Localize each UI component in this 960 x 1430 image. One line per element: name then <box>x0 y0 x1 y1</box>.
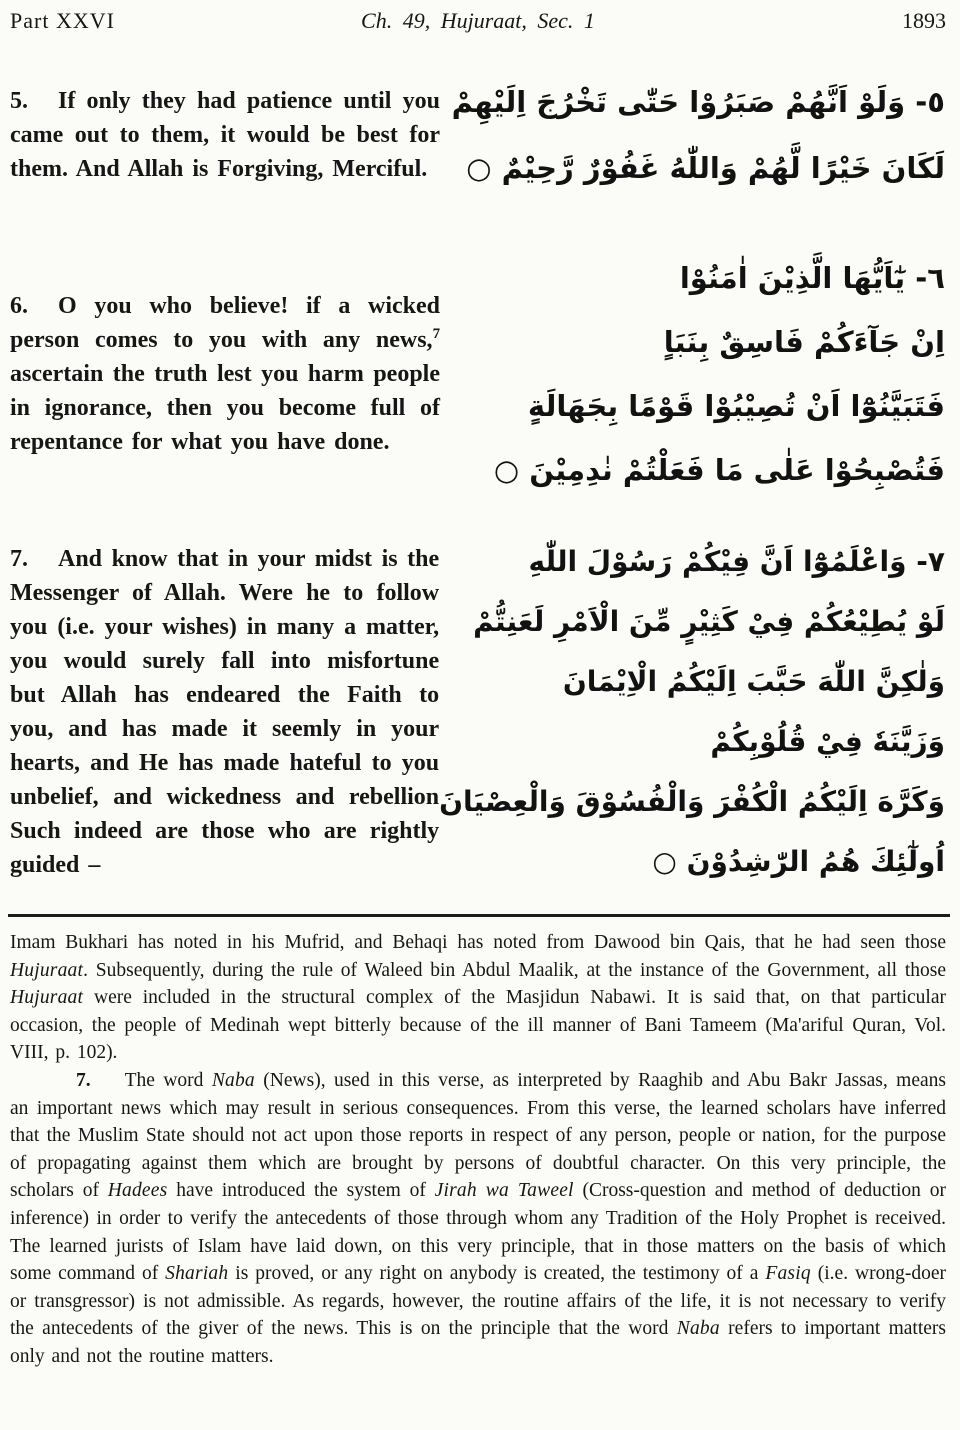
arabic-line: ٦- يٰٓاَيُّهَا الَّذِيْنَ اٰمَنُوْا <box>679 261 945 295</box>
arabic-line: فَتَبَيَّنُوْٓا اَنْ تُصِيْبُوْا قَوْمًا بِجَهَالَةٍ <box>527 389 945 423</box>
arabic-line: وَلٰكِنَّ اللّٰهَ حَبَّبَ اِلَيْكُمُ الْاِيْمَانَ <box>562 665 945 698</box>
footnote-text: Imam Bukhari has noted in his Mufrid, and Behaqi has noted from Dawood bin Qais, that he had seen those Hujuraat. Subsequently, during the rule of Waleed bin Abdul Maalik, at the instance of the Government, all those Hujuraat were included in the structural complex of the Masjidun Nabawi. It is said that, on that particular occasion, the people of Medinah wept bitterly because of the ill manner of Bani Tameem (Ma'ariful Quran, Vol. VIII, p. 102). <box>10 932 946 1064</box>
english-verse-6 <box>10 289 440 459</box>
footnotes-section <box>0 917 960 1371</box>
part-label: Part XXVI <box>10 8 115 33</box>
footnote-continuation <box>10 929 946 1067</box>
arabic-line: فَتُصْبِحُوْا عَلٰى مَا فَعَلْتُمْ نٰدِمِيْنَ ○ <box>493 453 945 487</box>
arabic-line: لَكَانَ خَيْرًا لَّهُمْ وَاللّٰهُ غَفُوْرٌ رَّحِيْمٌ ○ <box>466 151 945 185</box>
arabic-line: اِنْ جَآءَكُمْ فَاسِقٌ بِنَبَاٍ <box>663 325 945 359</box>
page-number: 1893 <box>902 8 946 33</box>
verse-section <box>0 60 960 906</box>
arabic-line: وَزَيَّنَهٗ فِيْ قُلُوْبِكُمْ <box>710 725 945 758</box>
english-verse-text: If only they had patience until you came out to them, it would be best for them. And Allah is Forgiving, Merciful. <box>10 88 440 182</box>
verse-number: 5. <box>10 88 28 114</box>
page-header <box>0 0 960 34</box>
verse-block-5 <box>10 60 945 210</box>
arabic-line: ٧- وَاعْلَمُوْٓا اَنَّ فِيْكُمْ رَسُوْلَ اللّٰهِ <box>528 545 945 578</box>
english-verse-7 <box>10 542 439 882</box>
arabic-line: ٥- وَلَوْ اَنَّهُمْ صَبَرُوْا حَتّٰى تَخْرُجَ اِلَيْهِمْ <box>451 85 945 119</box>
arabic-line: اُولٰٓئِكَ هُمُ الرّٰشِدُوْنَ ○ <box>652 845 945 878</box>
footnote-number: 7. <box>76 1069 91 1091</box>
arabic-verse-7 <box>439 532 945 892</box>
verse-block-7 <box>10 518 945 906</box>
footnote-text: The word Naba (News), used in this verse, as interpreted by Raaghib and Abu Bakr Jassas, means an important news which may result in serious consequences. From this verse, the learned scholars have inferred that the Muslim State should not act upon those reports in respect of any person, people or nation, for the purpose of propagating against them which are brought by persons of doubtful character. On this very principle, the scholars of Hadees have introduced the system of Jirah wa Taweel (Cross-question and method of deduction or inference) in order to verify the antecedents of those through whom any Tradition of the Holy Prophet is received. The learned jurists of Islam have laid down, on this very principle, that in those matters on the basis of which some command of Shariah is proved, or any right on anybody is created, the testimony of a Fasiq (i.e. wrong-doer or transgressor) is not admissible. As regards, however, the routine affairs of the life, it is not necessary to verify the antecedents of the giver of the news. This is on the principle that the word Naba refers to important matters only and not the routine matters. <box>10 1069 947 1367</box>
chapter-title: Ch. 49, Hujuraat, Sec. 1 <box>361 8 595 33</box>
verse-number: 6. <box>10 293 28 319</box>
arabic-line: لَوْ يُطِيْعُكُمْ فِيْ كَثِيْرٍ مِّنَ الْاَمْرِ لَعَنِتُّمْ <box>473 605 945 638</box>
arabic-verse-5 <box>452 69 945 201</box>
english-verse-text: And know that in your midst is the Messenger of Allah. Were he to follow you (i.e. your wishes) in many a matter, you would surely fall into misfortune but Allah has endeared the Faith to you, and has made it seemly in your hearts, and He has made hateful to you unbelief, and wickedness and rebellion Such indeed are those who are rightly guided – <box>10 546 440 878</box>
english-verse-5 <box>10 84 440 186</box>
arabic-verse-6 <box>494 246 945 502</box>
verse-block-6 <box>10 246 945 502</box>
arabic-line: وَكَرَّهَ اِلَيْكُمُ الْكُفْرَ وَالْفُسُوْقَ وَالْعِصْيَانَ <box>439 785 945 818</box>
footnote-7 <box>10 1067 946 1371</box>
english-verse-text: O you who believe! if a wicked person comes to you with any news,$^7$ ascertain the truth lest you harm people in ignorance, then you become full of repentance for what you have done. <box>10 293 440 455</box>
verse-number: 7. <box>10 546 28 572</box>
